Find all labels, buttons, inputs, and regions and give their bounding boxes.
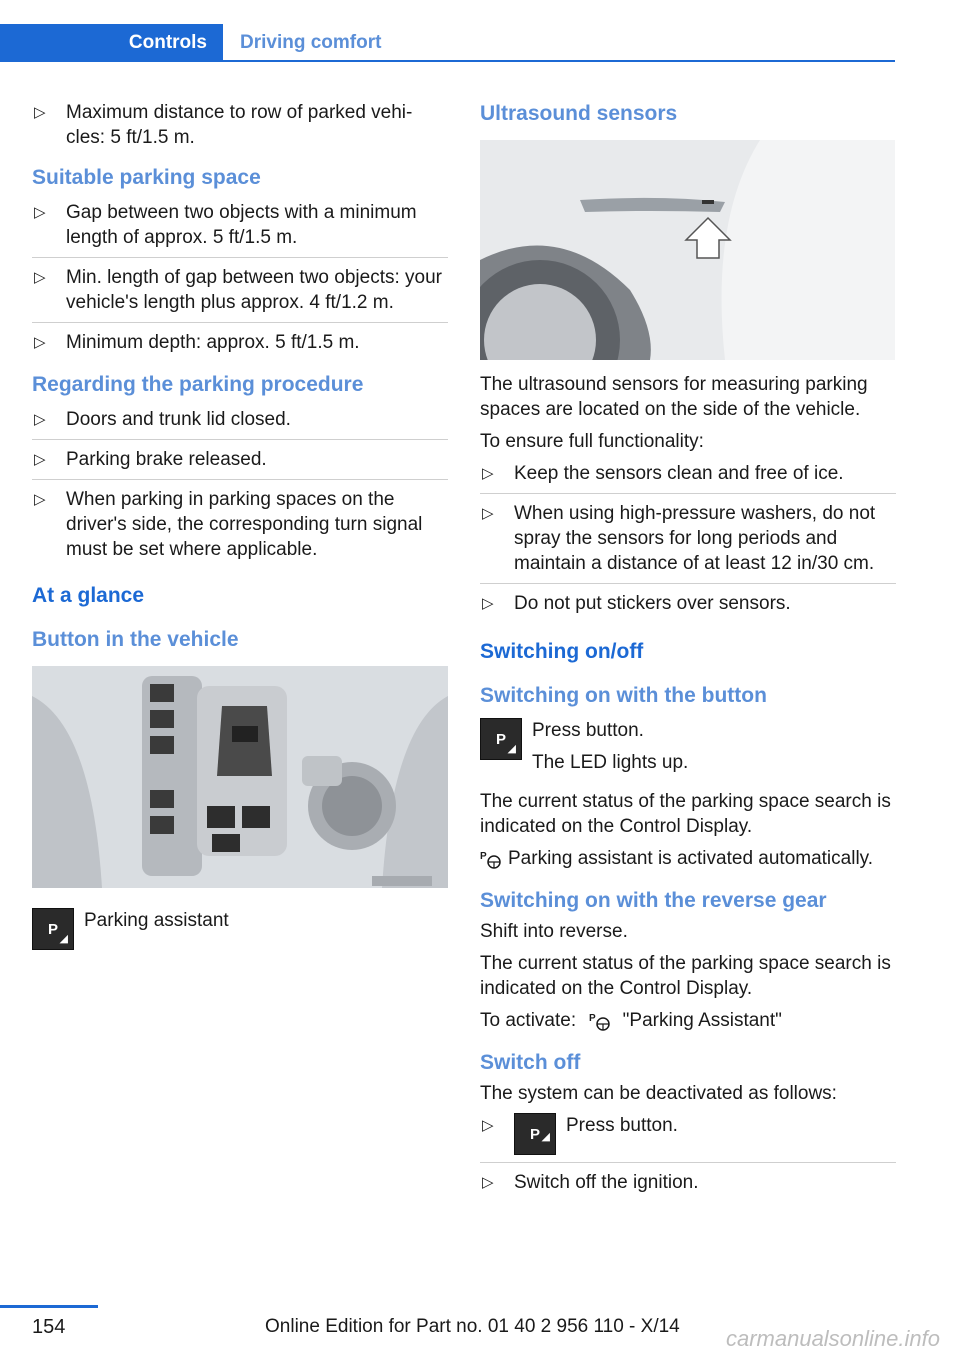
parking-assistant-symbol-icon <box>480 849 502 869</box>
header-rule <box>0 60 895 62</box>
page-number: 154 <box>32 1316 66 1338</box>
divider <box>480 493 896 494</box>
list-item: ▷ When parking in parking spaces on the driver's side, the corresponding turn signal must be set where applicable. <box>34 489 423 560</box>
divider <box>32 479 448 480</box>
off-text: The system can be deactivated as follows: <box>480 1083 837 1104</box>
list-item: ▷ P ◢ Press button. <box>480 1113 896 1155</box>
right-column <box>480 100 896 1202</box>
parking-assistant-button-icon: P ◢ <box>32 908 74 950</box>
parking-assistant-button-icon: P ◢ <box>480 718 522 760</box>
section-tab: Controls <box>0 24 223 61</box>
ultrasound-sensor-illustration <box>480 140 895 360</box>
edition-text: Online Edition for Part no. 01 40 2 956 110 - X/14 <box>265 1316 680 1337</box>
list-item: ▷ Gap between two objects with a minimum length of approx. 5 ft/1.5 m. <box>34 202 417 248</box>
center-console-illustration <box>32 666 448 888</box>
switch-heading: Switching on/off <box>480 640 644 663</box>
svg-text:P: P <box>480 850 487 862</box>
bullet-triangle-icon: ▷ <box>34 491 46 508</box>
button-heading: Button in the vehicle <box>32 628 239 651</box>
parking-assistant-button-icon: P ◢ <box>514 1113 556 1155</box>
parking-assistant-symbol-icon <box>589 1011 611 1031</box>
svg-text:P: P <box>589 1012 597 1024</box>
auto-activated-text: P Parking assistant is activated automatically. <box>480 848 874 869</box>
divider <box>32 439 448 440</box>
bullet-triangle-icon: ▷ <box>34 204 46 221</box>
page-header <box>0 0 960 62</box>
sensors-heading: Ultrasound sensors <box>480 102 678 125</box>
ensure-text: To ensure full functionality: <box>480 431 704 452</box>
footer-rule <box>0 1305 98 1308</box>
parking-assistant-caption: P ◢ Parking assistant <box>32 908 448 950</box>
list-item: ▷ Minimum depth: approx. 5 ft/1.5 m. <box>34 332 360 353</box>
bullet-triangle-icon: ▷ <box>482 465 494 482</box>
status-text: The current status of the parking space search is indicated on the Control Display. <box>480 791 891 837</box>
list-item: ▷ Do not put stickers over sensors. <box>482 593 791 614</box>
off-subheading: Switch off <box>480 1051 581 1074</box>
bullet-triangle-icon: ▷ <box>34 411 46 428</box>
bullet-triangle-icon: ▷ <box>482 595 494 612</box>
divider <box>480 583 896 584</box>
reverse-subheading: Switching on with the reverse gear <box>480 889 827 912</box>
divider <box>480 1162 896 1163</box>
glance-heading: At a glance <box>32 584 145 607</box>
button-subheading: Switching on with the button <box>480 684 767 707</box>
list-item: ▷ When using high-pressure washers, do not spray the sensors for long periods and maintain a distance of at least 12 in/30 cm. <box>482 503 876 574</box>
list-item: ▷ Min. length of gap between two objects: your vehicle's length plus approx. 4 ft/1.2 m. <box>34 267 443 313</box>
sensors-text: The ultrasound sensors for measuring parking spaces are located on the side of the vehicle. <box>480 374 868 420</box>
procedure-heading: Regarding the parking procedure <box>32 373 364 396</box>
bullet-triangle-icon: ▷ <box>482 1117 494 1134</box>
press-button-row: P ◢ Press button. The LED lights up. <box>480 718 896 775</box>
watermark: carmanualsonline.info <box>725 1326 940 1351</box>
list-item: ▷ Doors and trunk lid closed. <box>34 409 291 430</box>
bullet-triangle-icon: ▷ <box>482 505 494 522</box>
shift-text: Shift into reverse. <box>480 921 628 942</box>
suitable-heading: Suitable parking space <box>32 166 261 189</box>
sensor-photo <box>480 140 895 360</box>
list-item: ▷ Parking brake released. <box>34 449 267 470</box>
left-column <box>32 100 448 950</box>
list-item: ▷ Maximum distance to row of parked vehi-cles: 5 ft/1.5 m. <box>34 102 413 148</box>
list-item: ▷ Keep the sensors clean and free of ice. <box>482 463 844 484</box>
bullet-triangle-icon: ▷ <box>34 104 46 121</box>
bullet-triangle-icon: ▷ <box>34 269 46 286</box>
divider <box>32 257 448 258</box>
bullet-triangle-icon: ▷ <box>34 334 46 351</box>
status-text-2: The current status of the parking space search is indicated on the Control Display. <box>480 953 891 999</box>
console-photo <box>32 666 448 888</box>
list-item: ▷ Switch off the ignition. <box>482 1172 699 1193</box>
subsection-tab: Driving comfort <box>240 31 382 53</box>
activate-line: To activate: P "Parking Assistant" <box>480 1010 782 1031</box>
bullet-triangle-icon: ▷ <box>482 1174 494 1191</box>
divider <box>32 322 448 323</box>
bullet-triangle-icon: ▷ <box>34 451 46 468</box>
